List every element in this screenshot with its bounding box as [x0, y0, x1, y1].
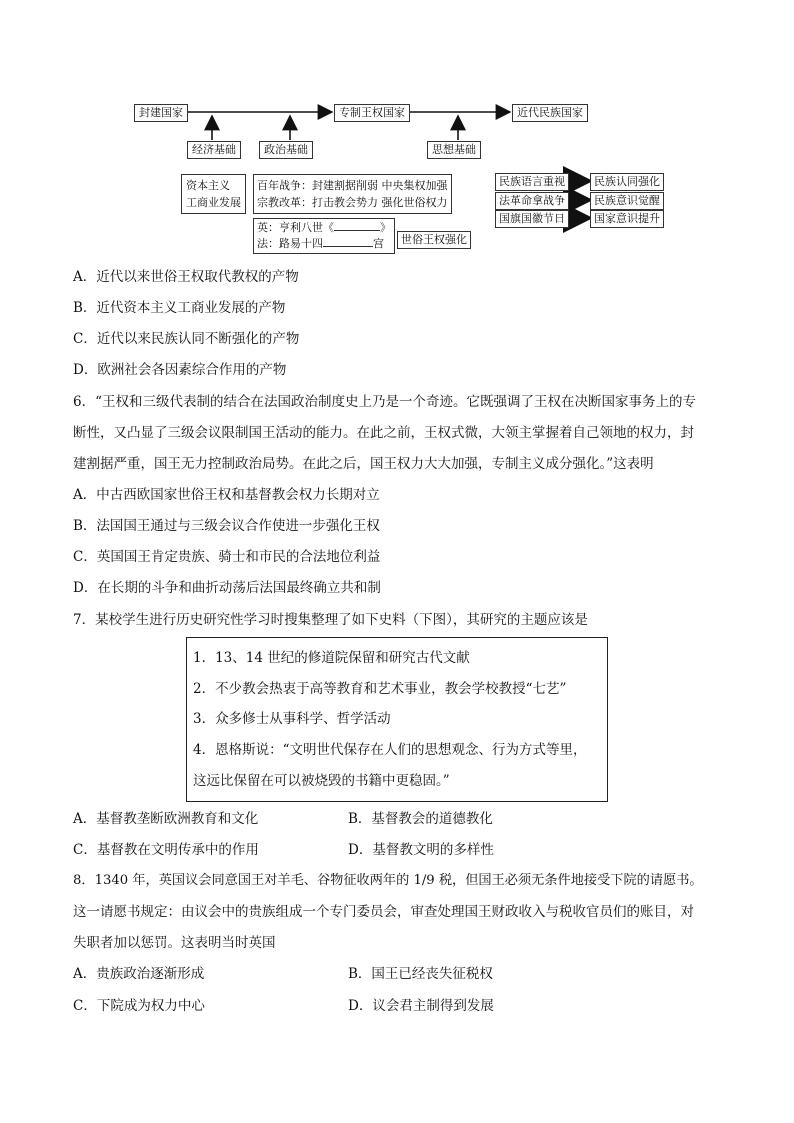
q8-option-d: D．议会君主制得到发展 — [348, 998, 494, 1014]
q6-stem-line: 6．“王权和三级代表制的结合在法国政治制度史上乃是一个奇迹。它既强调了王权在决断国家事务上的专 — [73, 394, 696, 410]
nation-state-box: 近代民族国家 — [512, 104, 588, 122]
q6-option-b: B．法国国王通过与三级会议合作使进一步强化王权 — [73, 518, 380, 534]
feudal-state-box: 封建国家 — [134, 104, 188, 122]
q5-option-a: A．近代以来世俗王权取代教权的产物 — [73, 269, 299, 285]
economic-detail-box — [181, 174, 246, 214]
q8-stem-line: 失职者加以惩罚。这表明当时英国 — [73, 935, 276, 951]
q7-material-3: 3．众多修士从事科学、哲学活动 — [193, 711, 391, 727]
q7-material-4: 4．恩格斯说：“文明世代保存在人们的思想观念、行为方式等里， — [193, 742, 587, 758]
q7-option-a: A．基督教垄断欧洲教育和文化 — [73, 811, 259, 827]
ideo-left-1: 民族语言重视 — [495, 173, 569, 191]
q7-option-c: C．基督教在文明传承中的作用 — [73, 842, 259, 858]
q6-option-d: D．在长期的斗争和曲折动荡后法国最终确立共和制 — [73, 580, 381, 596]
ideo-right-1: 民族认同强化 — [590, 173, 664, 191]
q7-material-1: 1．13、14 世纪的修道院保留和研究古代文献 — [193, 650, 470, 666]
england-king-line: 英：亨利八世《 》 — [257, 221, 391, 234]
ideo-left-2: 法革命拿战争 — [495, 192, 569, 210]
economic-base-box: 经济基础 — [187, 141, 241, 159]
q5-option-c: C．近代以来民族认同不断强化的产物 — [73, 331, 300, 347]
q5-option-d: D．欧洲社会各因素综合作用的产物 — [73, 362, 287, 378]
q5-option-b: B．近代资本主义工商业发展的产物 — [73, 300, 286, 316]
q7-material-4-cont: 这远比保留在可以被烧毁的书籍中更稳固。” — [193, 773, 450, 789]
q8-stem-line: 这一请愿书规定：由议会中的贵族组成一个专门委员会，审查处理国王财政收入与税收官员们的账目，对 — [73, 904, 694, 920]
political-detail-line: 宗教改革：打击教会势力 强化世俗权力 — [257, 196, 448, 209]
q7-option-b: B．基督教会的道德教化 — [348, 811, 493, 827]
q6-stem-line: 断性，又凸显了三级会议限制国王活动的能力。在此之前，王权式微，大领主掌握着自己领地的权力，封 — [73, 425, 694, 441]
political-base-box: 政治基础 — [259, 141, 313, 159]
q8-option-c: C．下院成为权力中心 — [73, 998, 205, 1014]
blank — [334, 230, 380, 231]
ideo-left-3: 国旗国徽节日 — [495, 210, 569, 228]
diagram-arrows — [0, 0, 794, 260]
ideo-right-3: 国家意识提升 — [590, 210, 664, 228]
q7-option-d: D．基督教文明的多样性 — [348, 842, 494, 858]
economic-detail-line: 资本主义 — [186, 179, 230, 192]
q8-option-b: B．国王已经丧失征税权 — [348, 966, 493, 982]
political-detail-box — [253, 174, 452, 214]
blank — [323, 246, 373, 247]
q7-material-2: 2．不少教会热衷于高等教育和艺术事业，教会学校教授“七艺” — [193, 681, 567, 697]
secular-power-box: 世俗王权强化 — [397, 231, 471, 249]
ideo-right-2: 民族意识觉醒 — [590, 192, 664, 210]
q6-stem-line: 建割据严重，国王无力控制政治局势。在此之后，国王权力大大加强，专制主义成分强化。”这表明 — [73, 456, 654, 472]
q6-option-a: A．中古西欧国家世俗王权和基督教会权力长期对立 — [73, 487, 380, 503]
economic-detail-line: 工商业发展 — [186, 196, 241, 209]
q8-stem-line: 8．1340 年，英国议会同意国王对羊毛、谷物征收两年的 1/9 税，但国王必须无条件地接受下院的请愿书。 — [73, 873, 703, 888]
ideological-base-box: 思想基础 — [427, 141, 481, 159]
france-king-line: 法：路易十四 宫 — [257, 237, 384, 250]
absolute-monarchy-box: 专制王权国家 — [334, 104, 410, 122]
kings-box — [253, 218, 395, 254]
political-detail-line: 百年战争：封建割据削弱 中央集权加强 — [257, 179, 448, 192]
q8-option-a: A．贵族政治逐渐形成 — [73, 966, 205, 982]
q7-stem: 7．某校学生进行历史研究性学习时搜集整理了如下史料（下图），其研究的主题应该是 — [73, 612, 588, 628]
q6-option-c: C．英国国王肯定贵族、骑士和市民的合法地位利益 — [73, 549, 381, 565]
